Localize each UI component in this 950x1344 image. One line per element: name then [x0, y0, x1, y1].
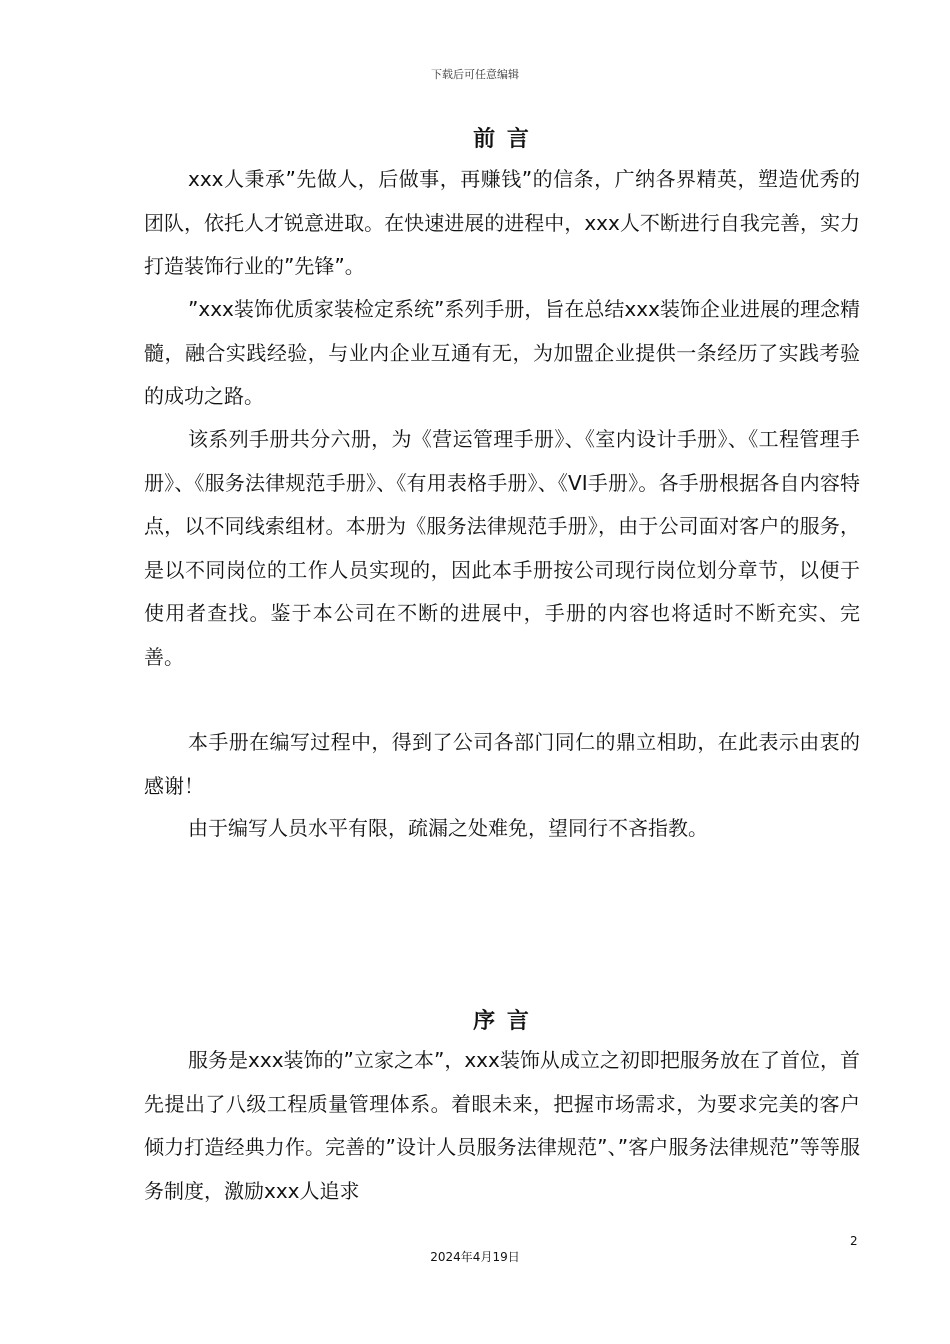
foreword-paragraph-4: 本手册在编写过程中，得到了公司各部门同仁的鼎立相助，在此表示由衷的感谢！	[144, 730, 860, 798]
foreword-paragraph-2: ”xxx装饰优质家装检定系统”系列手册，旨在总结xxx装饰企业进展的理念精髓，融合实践经验，与业内企业互通有无，为加盟企业提供一条经历了实践考验的成功之路。	[144, 297, 860, 408]
foreword-paragraph-3: 该系列手册共分六册，为《营运管理手册》、《室内设计手册》、《工程管理手册》、《服务法律规范手册》、《有用表格手册》、《VI手册》。各手册根据各自内容特点，以不同线索组材。本册为《服务法律规范手册》，由于公司面对客户的服务，是以不同岗位的工作人员实现的，因此本手册按公司现行岗位划分章节，以便于使用者查找。鉴于本公司在不断的进展中，手册的内容也将适时不断充实、完善。	[144, 427, 860, 669]
foreword-paragraph-5: 由于编写人员水平有限，疏漏之处难免，望同行不吝指教。	[188, 816, 708, 840]
page-number: 2	[850, 1234, 858, 1248]
preface-paragraph-1: 服务是xxx装饰的”立家之本”，xxx装饰从成立之初即把服务放在了首位，首先提出了八级工程质量管理体系。着眼未来，把握市场需求，为要求完美的客户倾力打造经典力作。完善的”设计人员服务法律规范”、”客户服务法律规范”等等服务制度，激励xxx人追求	[144, 1048, 860, 1203]
foreword-paragraph-1: xxx人秉承”先做人，后做事，再赚钱”的信条，广纳各界精英，塑造优秀的团队，依托人才锐意进取。在快速进展的进程中，xxx人不断进行自我完善，实力打造装饰行业的”先锋”。	[144, 167, 860, 278]
preface-title: 序 言	[473, 1009, 531, 1034]
footer-date: 2024年4月19日	[430, 1250, 520, 1264]
header-note: 下载后可任意编辑	[431, 68, 519, 81]
foreword-title: 前 言	[473, 127, 531, 152]
